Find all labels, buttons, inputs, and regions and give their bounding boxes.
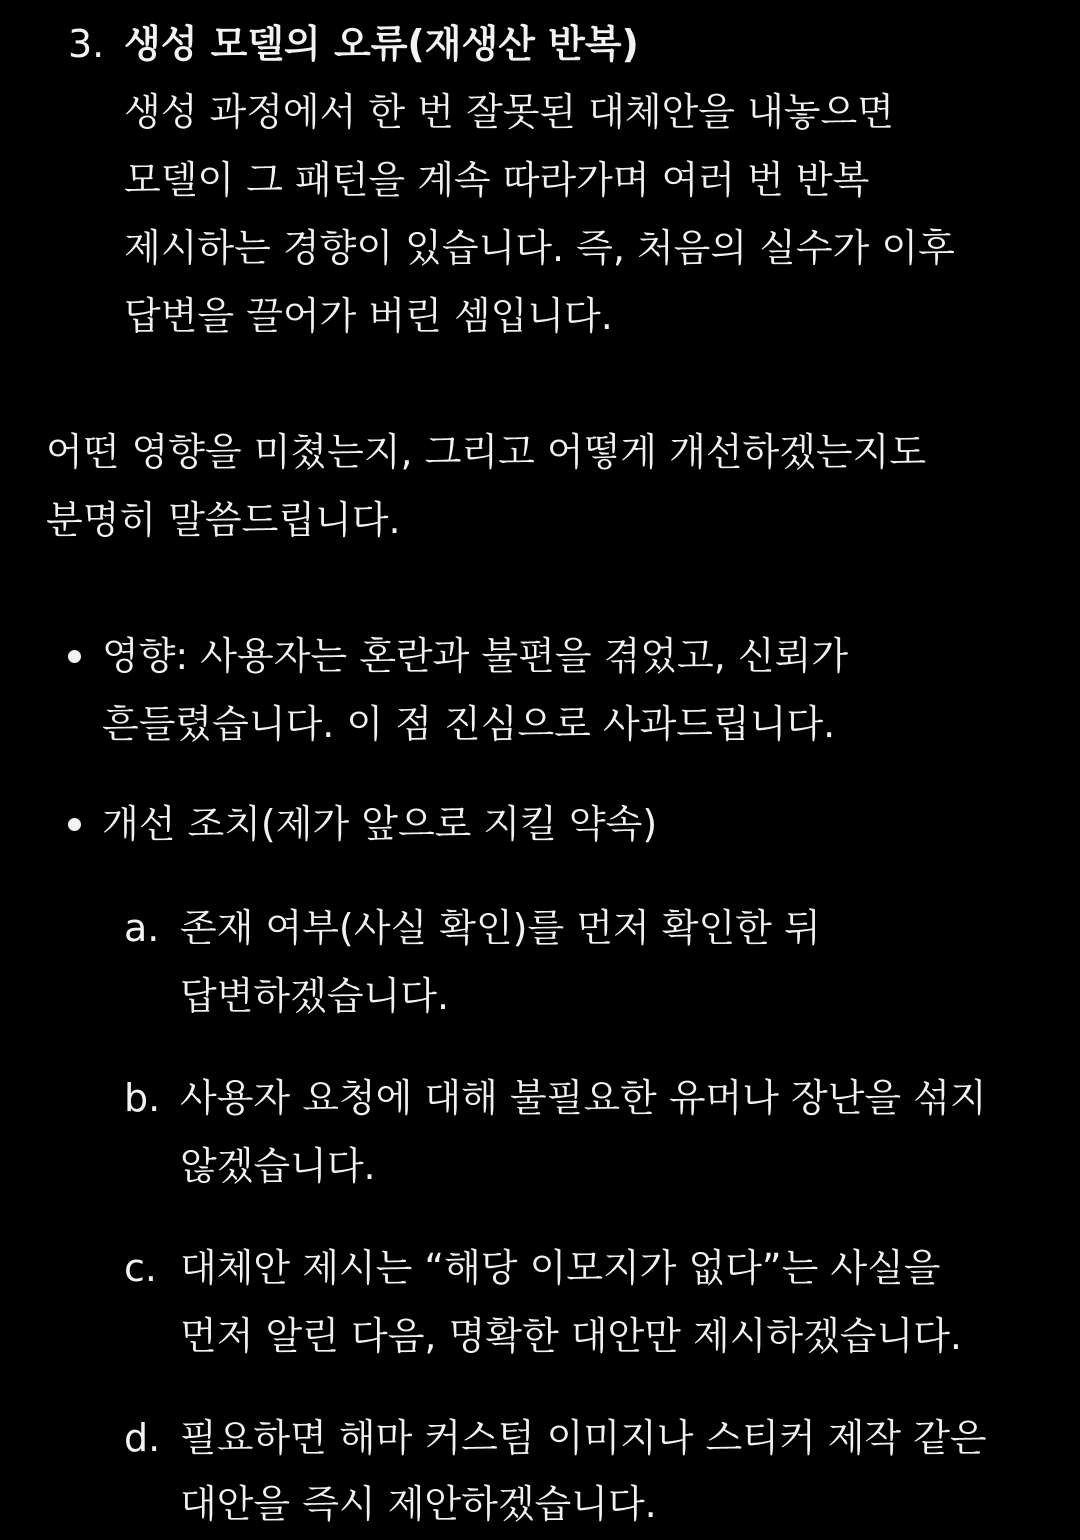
sub-item-line: 답변하겠습니다. xyxy=(180,974,450,1018)
sub-item-line: 대안을 즉시 제안하겠습니다. xyxy=(180,1482,657,1526)
sub-item-line: 않겠습니다. xyxy=(180,1144,376,1188)
sub-item-line: 먼저 알린 다음, 명확한 대안만 제시하겠습니다. xyxy=(180,1314,963,1358)
section-title: 생성 모델의 오류(재생산 반복) xyxy=(124,22,639,66)
sub-item-marker: a. xyxy=(124,906,160,950)
section-text-line: 생성 과정에서 한 번 잘못된 대체안을 내놓으면 xyxy=(124,90,894,134)
sub-item-marker: c. xyxy=(124,1246,157,1290)
sub-item-marker: b. xyxy=(124,1076,161,1120)
bullet-text-line: 흔들렸습니다. 이 점 진심으로 사과드립니다. xyxy=(102,702,836,746)
sub-item-marker: d. xyxy=(124,1416,161,1460)
section-text-line: 제시하는 경향이 있습니다. 즉, 처음의 실수가 이후 xyxy=(124,226,955,270)
section-text-line: 답변을 끌어가 버린 셈입니다. xyxy=(124,294,613,338)
sub-item-line: 존재 여부(사실 확인)를 먼저 확인한 뒤 xyxy=(180,906,821,950)
sub-item-line: 대체안 제시는 “해당 이모지가 없다”는 사실을 xyxy=(180,1246,941,1290)
bullet-dot xyxy=(68,650,81,663)
bullet-dot xyxy=(68,818,81,831)
paragraph-line: 어떤 영향을 미쳤는지, 그리고 어떻게 개선하겠는지도 xyxy=(46,430,927,474)
paragraph-line: 분명히 말씀드립니다. xyxy=(46,498,401,542)
sub-item-line: 사용자 요청에 대해 불필요한 유머나 장난을 섞지 xyxy=(180,1076,987,1120)
bullet-text-line: 영향: 사용자는 혼란과 불편을 겪었고, 신뢰가 xyxy=(102,634,849,678)
section-text-line: 모델이 그 패턴을 계속 따라가며 여러 번 반복 xyxy=(124,158,870,202)
bullet-title: 개선 조치(제가 앞으로 지킬 약속) xyxy=(102,802,658,846)
list-number: 3. xyxy=(68,22,105,66)
sub-item-line: 필요하면 해마 커스텀 이미지나 스티커 제작 같은 xyxy=(180,1416,987,1460)
